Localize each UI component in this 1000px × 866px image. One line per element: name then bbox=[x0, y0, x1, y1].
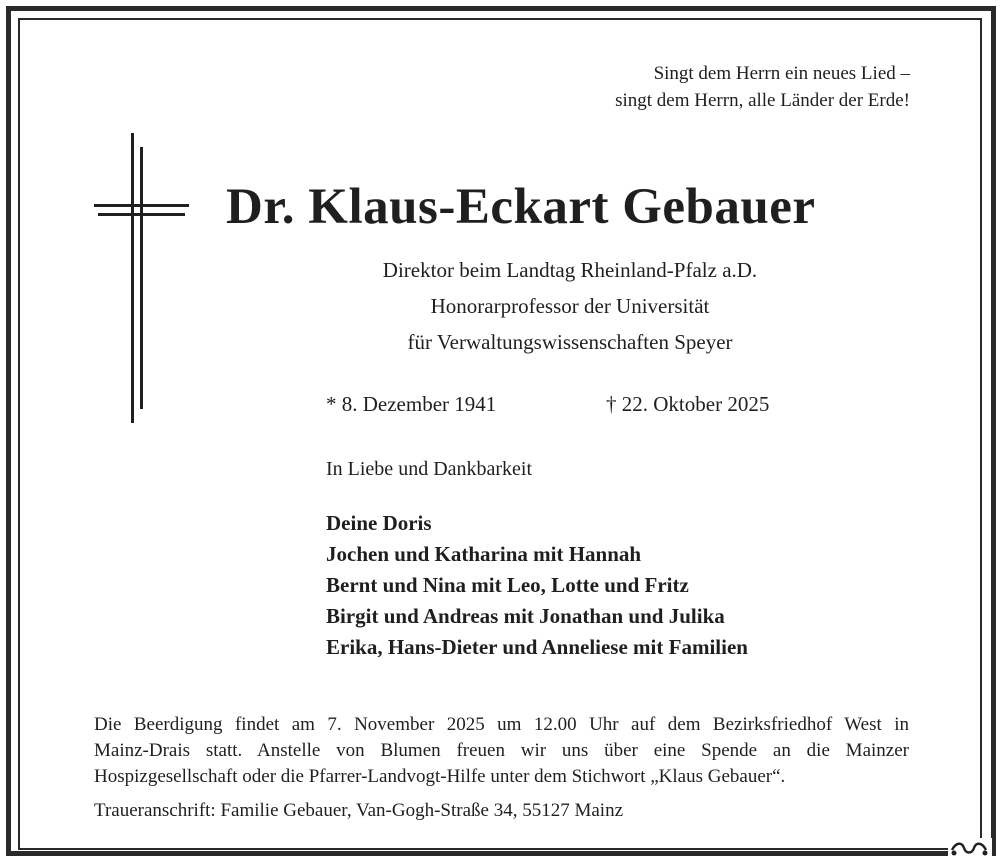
ornament-icon bbox=[948, 838, 992, 860]
funeral-notice bbox=[94, 712, 909, 790]
title-line-1: Direktor beim Landtag Rheinland-Pfalz a.D. bbox=[382, 258, 758, 282]
death-date: † 22. Oktober 2025 bbox=[606, 392, 770, 416]
notice-line-1: Die Beerdigung findet am 7. November 2025 um 12.00 Uhr auf dem Bezirksfriedhof West in bbox=[94, 714, 909, 735]
cross-icon bbox=[94, 133, 189, 423]
deceased-name: Dr. Klaus-Eckart Gebauer bbox=[226, 179, 816, 235]
birth-date: * 8. Dezember 1941 bbox=[326, 392, 497, 416]
mourner-line: Erika, Hans-Dieter und Anneliese mit Familien bbox=[326, 635, 748, 659]
title-line-3: für Verwaltungswissenschaften Speyer bbox=[407, 330, 733, 354]
mourning-address: Traueranschrift: Familie Gebauer, Van-Gogh-Straße 34, 55127 Mainz bbox=[94, 800, 624, 821]
notice-line-3: Hospizgesellschaft oder die Pfarrer-Landvogt-Hilfe unter dem Stichwort „Klaus Gebauer“. bbox=[94, 766, 786, 787]
title-line-2: Honorarprofessor der Universität bbox=[430, 294, 710, 318]
epigraph-line-2: singt dem Herrn, alle Länder der Erde! bbox=[615, 90, 910, 111]
mourners-list bbox=[326, 508, 748, 663]
notice-line-2: Mainz-Drais statt. Anstelle von Blumen freuen wir uns über eine Spende an die Mainzer bbox=[94, 740, 909, 761]
mourner-line: Deine Doris bbox=[326, 511, 432, 535]
epigraph bbox=[615, 60, 910, 114]
mourner-line: Birgit und Andreas mit Jonathan und Julika bbox=[326, 604, 725, 628]
mourner-line: Jochen und Katharina mit Hannah bbox=[326, 542, 642, 566]
titles bbox=[300, 252, 840, 360]
epigraph-line-1: Singt dem Herrn ein neues Lied – bbox=[653, 63, 910, 84]
mourner-line: Bernt und Nina mit Leo, Lotte und Fritz bbox=[326, 573, 689, 597]
dedication: In Liebe und Dankbarkeit bbox=[326, 458, 533, 480]
